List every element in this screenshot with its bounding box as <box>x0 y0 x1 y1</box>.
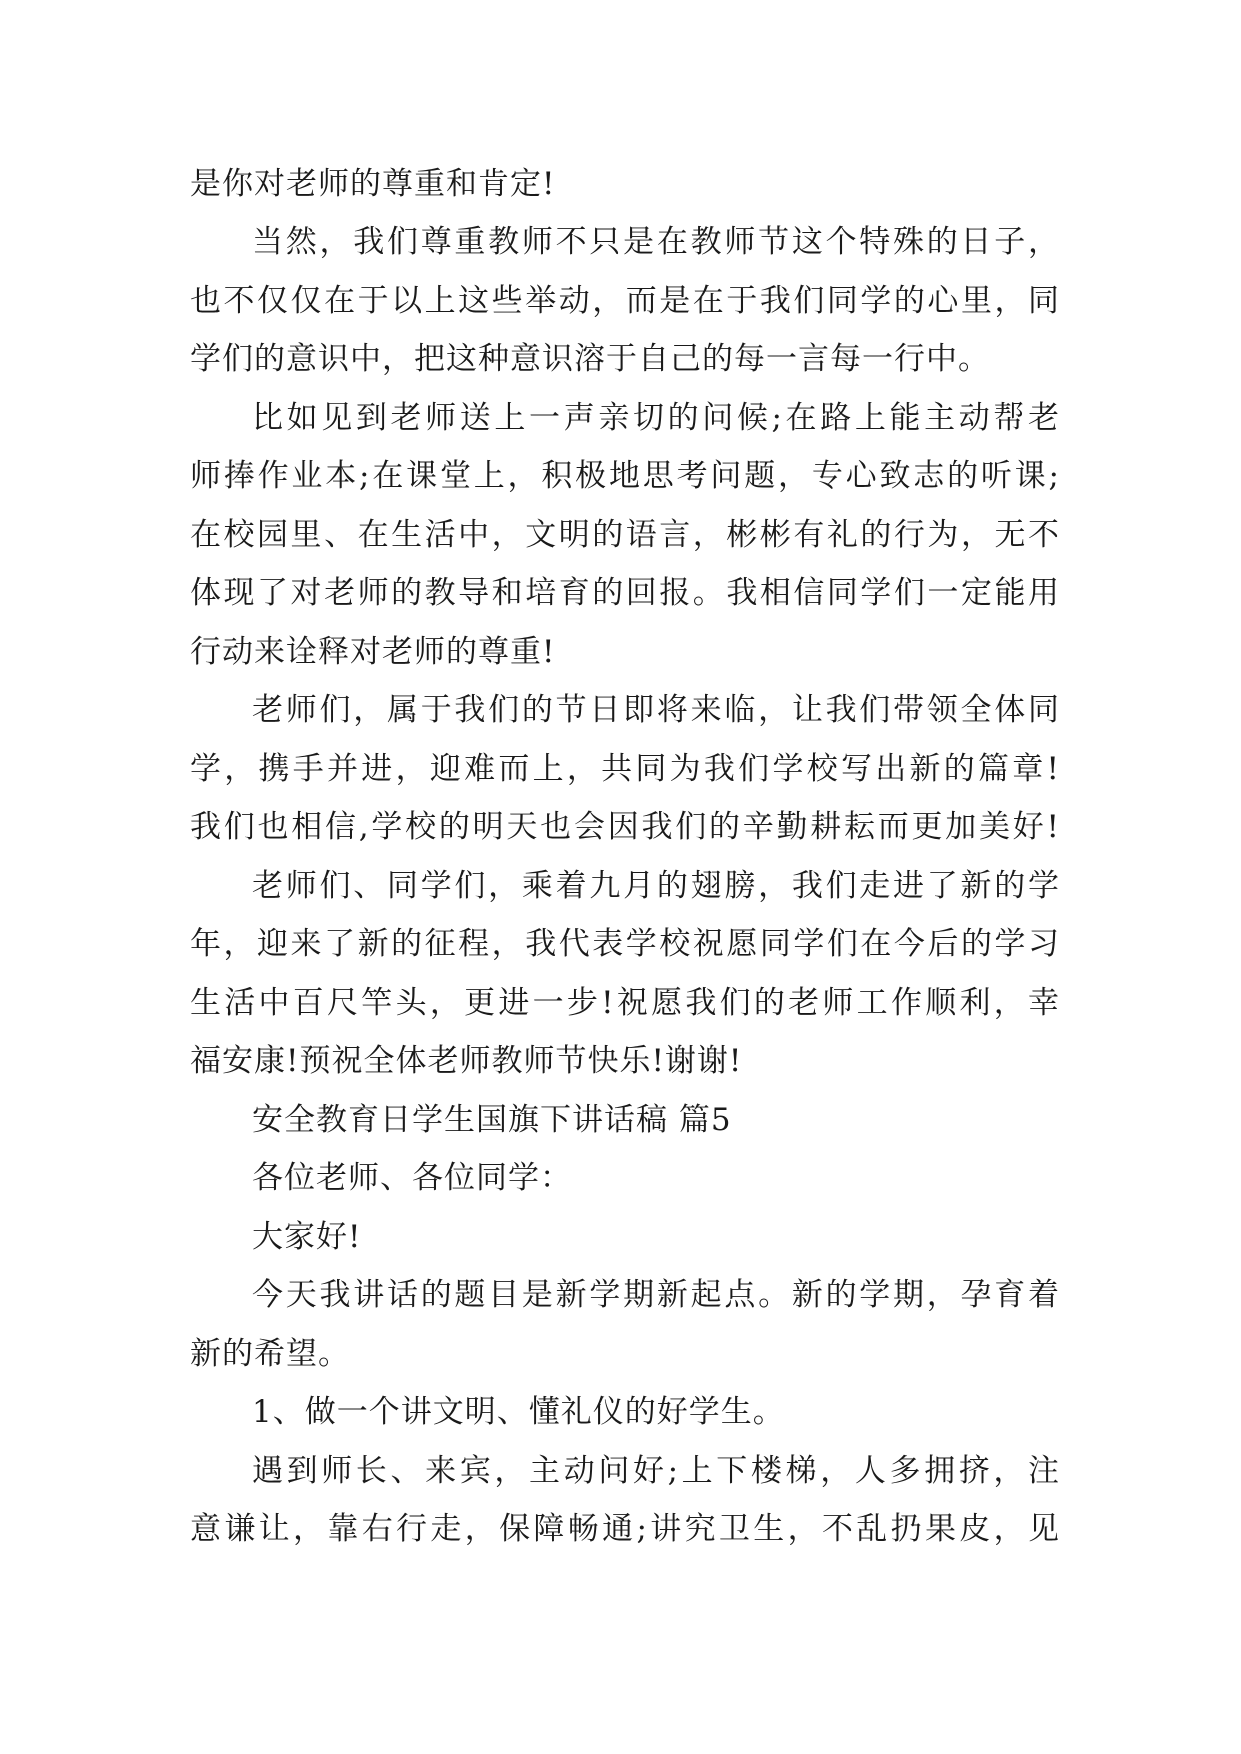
text-line: 师捧作业本;在课堂上，积极地思考问题，专心致志的听课; <box>190 458 1060 494</box>
text-line: 年，迎来了新的征程，我代表学校祝愿同学们在今后的学习 <box>190 926 1060 962</box>
text-line: 也不仅仅在于以上这些举动，而是在于我们同学的心里，同 <box>190 283 1060 319</box>
numbered-point: 1、做一个讲文明、懂礼仪的好学生。 <box>252 1394 785 1430</box>
paragraph-start: 今天我讲话的题目是新学期新起点。新的学期，孕育着 <box>252 1277 1060 1313</box>
text-line: 在校园里、在生活中，文明的语言，彬彬有礼的行为，无不 <box>190 517 1060 553</box>
section-heading: 安全教育日学生国旗下讲话稿 篇5 <box>252 1102 732 1138</box>
text-line: 我们也相信,学校的明天也会因我们的辛勤耕耘而更加美好! <box>190 809 1060 845</box>
text-line: 学们的意识中，把这种意识溶于自己的每一言每一行中。 <box>190 341 990 377</box>
paragraph-start: 比如见到老师送上一声亲切的问候;在路上能主动帮老 <box>252 400 1060 436</box>
text-line: 是你对老师的尊重和肯定! <box>190 166 556 202</box>
text-line: 行动来诠释对老师的尊重! <box>190 634 556 670</box>
text-line: 体现了对老师的教导和培育的回报。我相信同学们一定能用 <box>190 575 1060 611</box>
text-line: 生活中百尺竿头，更进一步!祝愿我们的老师工作顺利，幸 <box>190 985 1060 1021</box>
paragraph-start: 遇到师长、来宾，主动问好;上下楼梯，人多拥挤，注 <box>252 1453 1060 1489</box>
paragraph-start: 老师们，属于我们的节日即将来临，让我们带领全体同 <box>252 692 1060 728</box>
text-line: 新的希望。 <box>190 1336 350 1372</box>
paragraph-start: 当然，我们尊重教师不只是在教师节这个特殊的日子， <box>252 224 1060 260</box>
paragraph-start: 老师们、同学们，乘着九月的翅膀，我们走进了新的学 <box>252 868 1060 904</box>
greeting: 大家好! <box>252 1219 362 1255</box>
text-line: 学，携手并进，迎难而上，共同为我们学校写出新的篇章! <box>190 751 1060 787</box>
salutation: 各位老师、各位同学： <box>252 1160 572 1196</box>
text-line: 意谦让，靠右行走，保障畅通;讲究卫生，不乱扔果皮，见 <box>190 1511 1060 1547</box>
text-line: 福安康!预祝全体老师教师节快乐!谢谢! <box>190 1043 743 1079</box>
